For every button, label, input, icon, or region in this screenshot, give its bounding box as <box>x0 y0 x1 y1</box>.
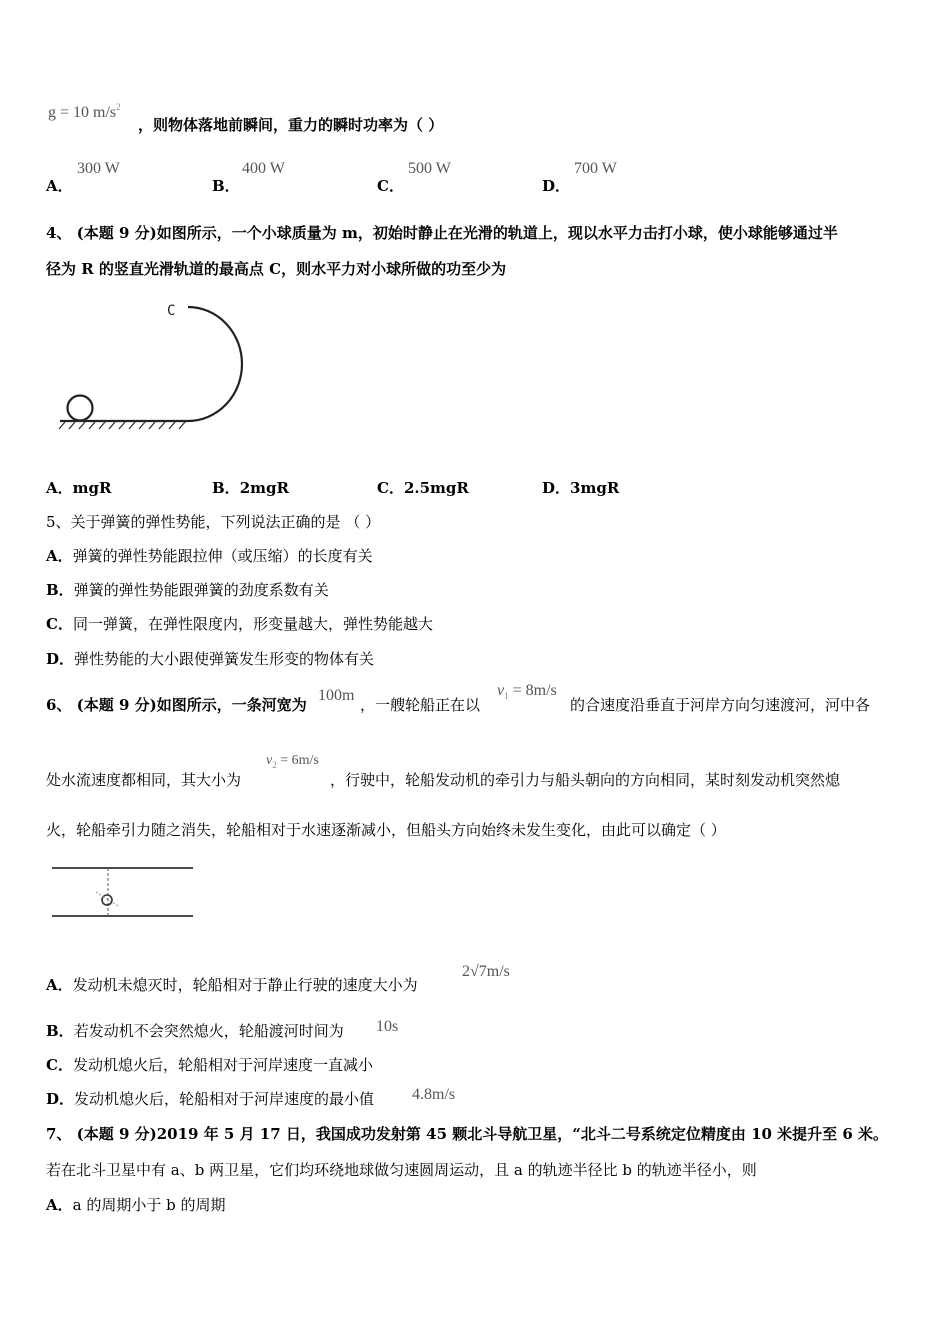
q6-line1-b: ，一艘轮船正在以 <box>360 696 481 714</box>
q3-option-a-value: 300 W <box>77 160 120 177</box>
q6-option-b: B．若发动机不会突然熄火，轮船渡河时间为 <box>46 1022 344 1040</box>
q6-option-a: A．发动机未熄灭时，轮船相对于静止行驶的速度大小为 <box>46 976 418 994</box>
q3-option-b-label: B． <box>212 177 240 195</box>
formula-g: g = 10 $m/s^2$ <box>48 102 121 121</box>
q3-option-b-value: 400 W <box>242 160 285 177</box>
q4-option-c: C．2.5mgR <box>377 479 469 497</box>
q6-option-a-math: 2√7m/s <box>462 963 510 980</box>
q4-option-b: B．2mgR <box>212 479 289 497</box>
q6-line1-c: 的合速度沿垂直于河岸方向匀速渡河，河中各 <box>570 696 871 714</box>
q4-track-figure <box>55 295 255 435</box>
track-top-label: C <box>167 303 176 319</box>
q5-option-c: C．同一弹簧，在弹性限度内，形变量越大，弹性势能越大 <box>46 615 433 633</box>
q4-option-a: A．mgR <box>46 479 112 497</box>
q3-option-d-value: 700 W <box>574 160 617 177</box>
q6-option-d: D．发动机熄火后，轮船相对于河岸速度的最小值 <box>46 1090 375 1108</box>
q4-option-d: D．3mgR <box>542 479 620 497</box>
q3-option-c-label: C． <box>377 177 404 195</box>
q6-line2-a: 处水流速度都相同，其大小为 <box>46 771 242 789</box>
q7-option-a: A．a 的周期小于 b 的周期 <box>46 1196 226 1214</box>
q6-v2: $v_2 = 6m/s$ <box>266 753 319 770</box>
q3-text: ，则物体落地前瞬间，重力的瞬时功率为（ ） <box>138 116 444 134</box>
q5-option-b: B．弹簧的弹性势能跟弹簧的劲度系数有关 <box>46 581 329 599</box>
q6-v1: $v_1 = 8m/s$ <box>497 682 557 701</box>
q6-option-c: C．发动机熄火后，轮船相对于河岸速度一直减小 <box>46 1056 373 1074</box>
q4-stem-line2: 径为 R 的竖直光滑轨道的最高点 C，则水平力对小球所做的功至少为 <box>46 260 507 278</box>
q3-option-d-label: D． <box>542 177 571 195</box>
q6-river-figure <box>50 862 200 924</box>
q5-option-a: A．弹簧的弹性势能跟拉伸（或压缩）的长度有关 <box>46 547 373 565</box>
q6-option-d-math: 4.8m/s <box>412 1086 456 1103</box>
q4-stem-line1: 4、 (本题 9 分)如图所示，一个小球质量为 m，初始时静止在光滑的轨道上，现以水平力击打小球，使小球能够通过半 <box>46 224 838 242</box>
q6-line1-a: 6、 (本题 9 分)如图所示，一条河宽为 <box>46 696 307 714</box>
q6-option-b-math: 10s <box>376 1018 399 1035</box>
q3-option-c-value: 500 W <box>408 160 451 177</box>
q5-option-d: D．弹性势能的大小跟使弹簧发生形变的物体有关 <box>46 650 375 668</box>
q6-line3: 火，轮船牵引力随之消失，轮船相对于水速逐渐减小，但船头方向始终未发生变化，由此可以确定（ ） <box>46 821 726 839</box>
q6-river-width: 100m <box>318 687 355 704</box>
q7-stem-line1: 7、 (本题 9 分)2019 年 5 月 17 日，我国成功发射第 45 颗北斗导航卫星，“北斗二号系统定位精度由 10 米提升至 6 米。 <box>46 1125 889 1143</box>
q6-line2-b: ，行驶中，轮船发动机的牵引力与船头朝向的方向相同，某时刻发动机突然熄 <box>330 771 841 789</box>
q3-option-a-label: A． <box>46 177 73 195</box>
q7-stem-line2: 若在北斗卫星中有 a、b 两卫星，它们均环绕地球做匀速圆周运动，且 a 的轨迹半径比 b 的轨迹半径小，则 <box>46 1161 757 1179</box>
q5-stem: 5、关于弹簧的弹性势能，下列说法正确的是 （ ） <box>46 513 381 531</box>
